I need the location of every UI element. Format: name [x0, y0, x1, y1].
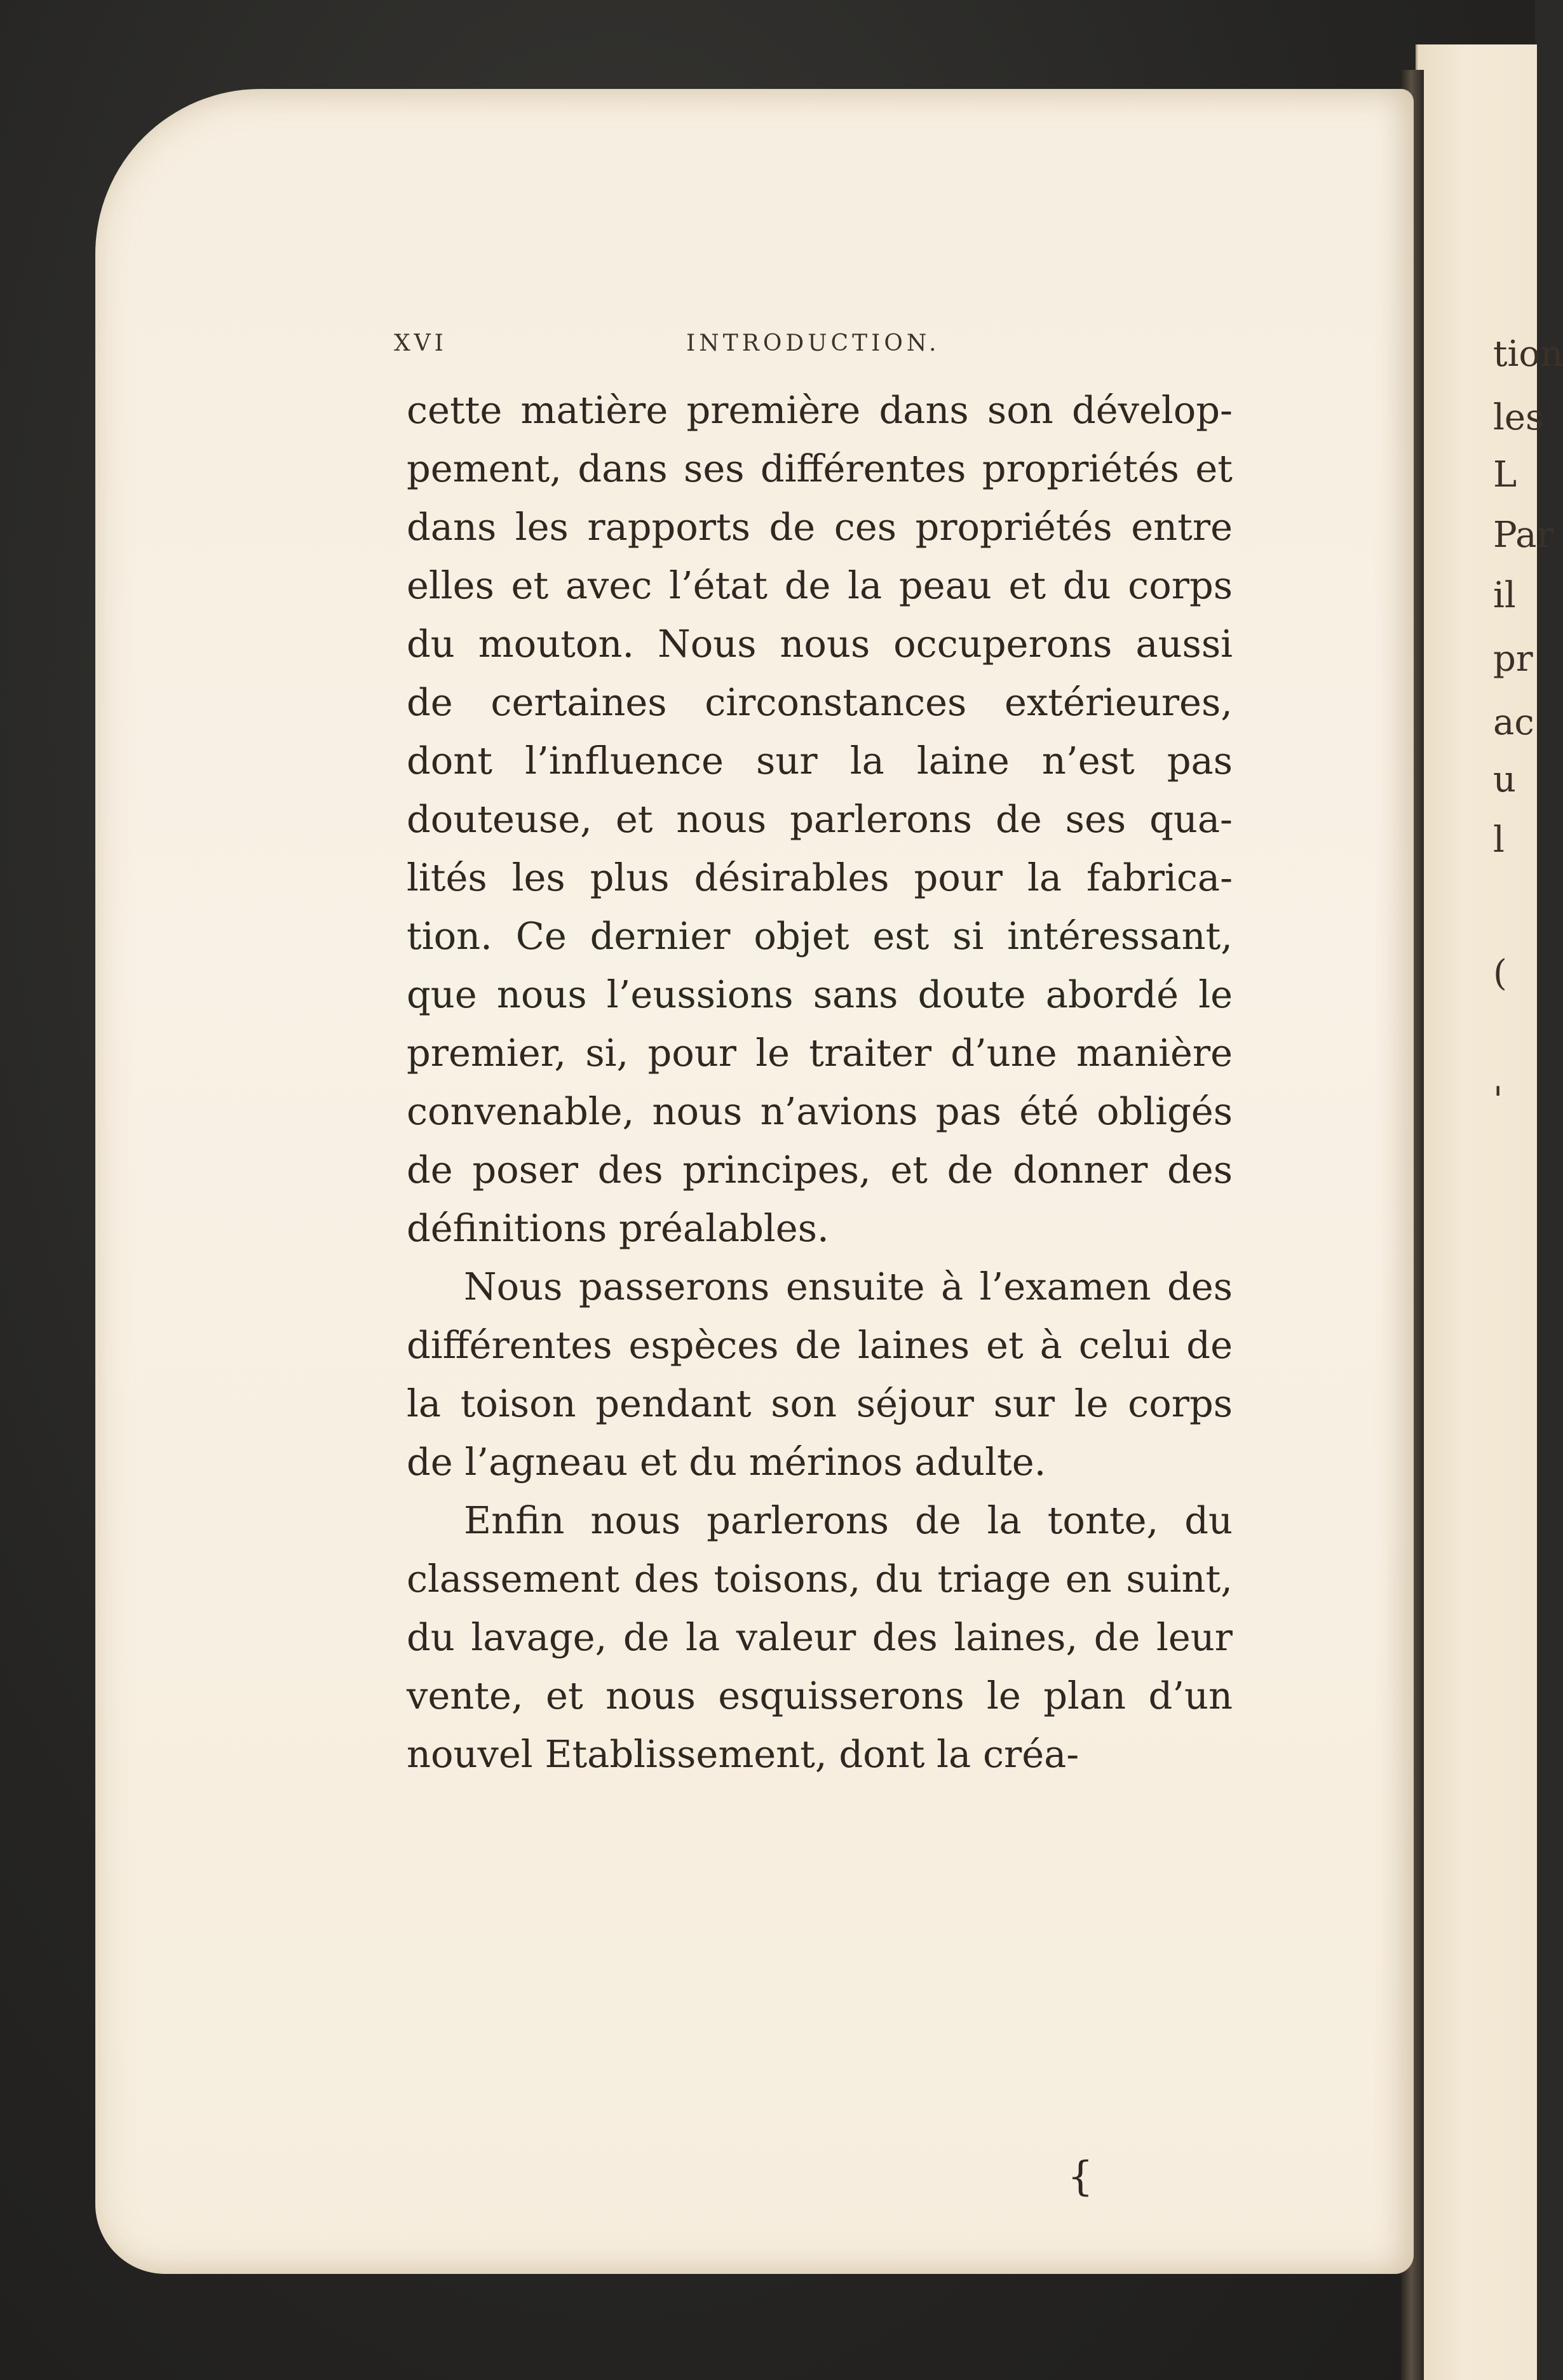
facing-page-fragment: '	[1493, 1080, 1503, 1121]
running-head: INTRODUCTION.	[686, 330, 940, 356]
facing-page-fragment: pr	[1493, 638, 1533, 680]
paragraph: cette matière première dans son dévelop-pement, dans ses différentes propriétés et dans les rapports de ces propriétés entre elles et avec l’état de la peau et du corps du mouton. Nous nous occuperons aussi de certaines circonstances extérieures, dont l’influence sur la laine n’est pas douteuse, et nous parlerons de ses qua-lités les plus désirables pour la fabrica-tion. Ce dernier objet est si intéressant, que nous l’eussions sans doute abordé le premier, si, pour le traiter d’une manière convenable, nous n’avions pas été obligés de poser des principes, et de donner des définitions préalables.	[407, 388, 1233, 1250]
page-header	[394, 330, 1220, 368]
facing-page-fragment: (	[1493, 953, 1507, 994]
facing-page-fragment: l	[1493, 819, 1505, 861]
bottom-mark: {	[1067, 2153, 1093, 2200]
page-body-text	[407, 381, 1233, 1784]
facing-page	[1416, 44, 1537, 2380]
paragraph: Enfin nous parlerons de la tonte, du classement des toisons, du triage en suint, du lavage, de la valeur des laines, de leur vente, et nous esquisserons le plan d’un nouvel Etablissement, dont la créa-	[407, 1498, 1233, 1776]
page-number: XVI	[394, 330, 447, 356]
facing-page-fragment: L	[1493, 454, 1517, 495]
paragraph: Nous passerons ensuite à l’examen des différentes espèces de laines et à celui de la toison pendant son séjour sur le corps de l’agneau et du mérinos adulte.	[407, 1265, 1233, 1484]
facing-page-fragment: il	[1493, 575, 1516, 616]
facing-page-fragment: les	[1493, 397, 1544, 438]
facing-page-fragment: u	[1493, 759, 1517, 800]
facing-page-fragment: tion	[1493, 333, 1563, 375]
facing-page-fragment: ac	[1493, 702, 1534, 743]
facing-page-fragment: Par	[1493, 514, 1554, 556]
